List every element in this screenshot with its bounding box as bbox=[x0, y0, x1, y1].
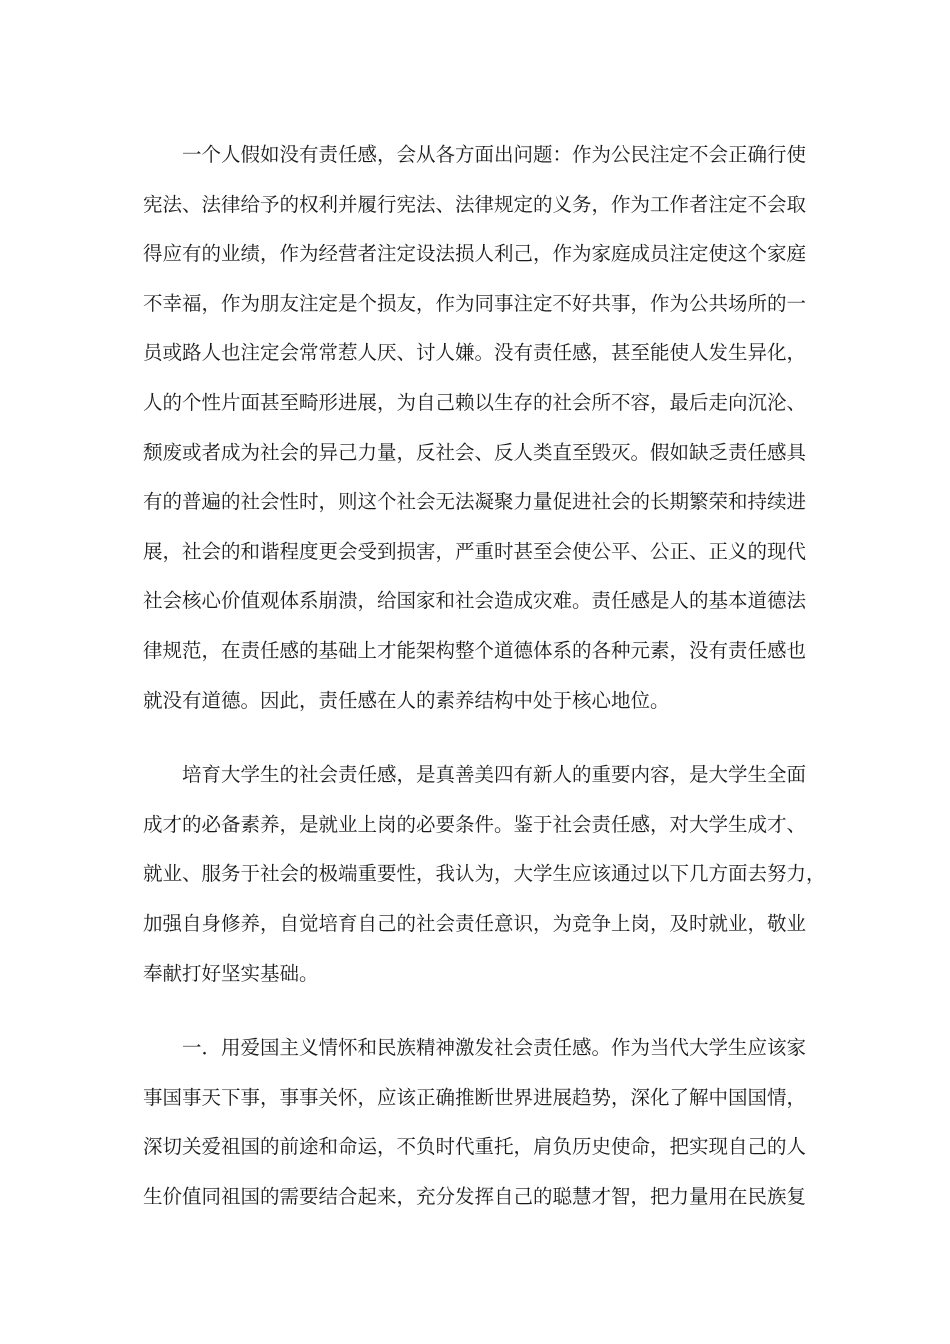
text-line: 一．用爱国主义情怀和民族精神激发社会责任感。作为当代大学生应该家 bbox=[182, 1036, 807, 1060]
text-line: 得应有的业绩，作为经营者注定设法损人利己，作为家庭成员注定使这个家庭 bbox=[143, 242, 807, 266]
text-line: 员或路人也注定会常常惹人厌、讨人嫌。没有责任感，甚至能使人发生异化， bbox=[143, 341, 807, 365]
text-line: 人的个性片面甚至畸形进展，为自己赖以生存的社会所不容，最后走向沉沦、 bbox=[143, 390, 807, 414]
text-line: 社会核心价值观体系崩溃，给国家和社会造成灾难。责任感是人的基本道德法 bbox=[143, 589, 807, 613]
text-line: 深切关爱祖国的前途和命运，不负时代重托，肩负历史使命，把实现自己的人 bbox=[143, 1135, 807, 1159]
text-line: 成才的必备素养，是就业上岗的必要条件。鉴于社会责任感，对大学生成才、 bbox=[143, 812, 807, 836]
text-line: 事国事天下事，事事关怀，应该正确推断世界进展趋势，深化了解中国国情， bbox=[143, 1085, 807, 1109]
paragraph-spacer bbox=[143, 998, 813, 1023]
text-line: 生价值同祖国的需要结合起来，充分发挥自己的聪慧才智，把力量用在民族复 bbox=[143, 1184, 807, 1208]
text-line: 奉献打好坚实基础。 bbox=[143, 961, 319, 985]
text-line: 不幸福，作为朋友注定是个损友，作为同事注定不好共事，作为公共场所的一 bbox=[143, 291, 807, 315]
text-line: 就没有道德。因此，责任感在人的素养结构中处于核心地位。 bbox=[143, 688, 670, 712]
text-line: 就业、服务于社会的极端重要性，我认为，大学生应该通过以下几方面去努力， bbox=[143, 862, 826, 886]
text-line: 律规范，在责任感的基础上才能架构整个道德体系的各种元素，没有责任感也 bbox=[143, 638, 807, 662]
text-line: 加强自身修养，自觉培育自己的社会责任意识，为竞争上岗，及时就业，敬业 bbox=[143, 911, 807, 935]
text-line: 有的普遍的社会性时，则这个社会无法凝聚力量促进社会的长期繁荣和持续进 bbox=[143, 490, 807, 514]
paragraph-spacer bbox=[143, 725, 813, 750]
text-line: 展，社会的和谐程度更会受到损害，严重时甚至会使公平、公正、正义的现代 bbox=[143, 539, 807, 563]
text-line: 一个人假如没有责任感，会从各方面出问题：作为公民注定不会正确行使 bbox=[182, 143, 807, 166]
paragraph-patriotism-section bbox=[143, 1023, 813, 1221]
paragraph-cultivating-responsibility bbox=[143, 750, 826, 998]
text-line: 宪法、法律给予的权利并履行宪法、法律规定的义务，作为工作者注定不会取 bbox=[143, 192, 807, 216]
text-line: 颓废或者成为社会的异己力量，反社会、反人类直至毁灭。假如缺乏责任感具 bbox=[143, 440, 807, 464]
paragraph-responsibility-importance bbox=[143, 130, 813, 725]
document-body bbox=[143, 130, 826, 1221]
text-line: 培育大学生的社会责任感，是真善美四有新人的重要内容，是大学生全面 bbox=[182, 763, 807, 787]
